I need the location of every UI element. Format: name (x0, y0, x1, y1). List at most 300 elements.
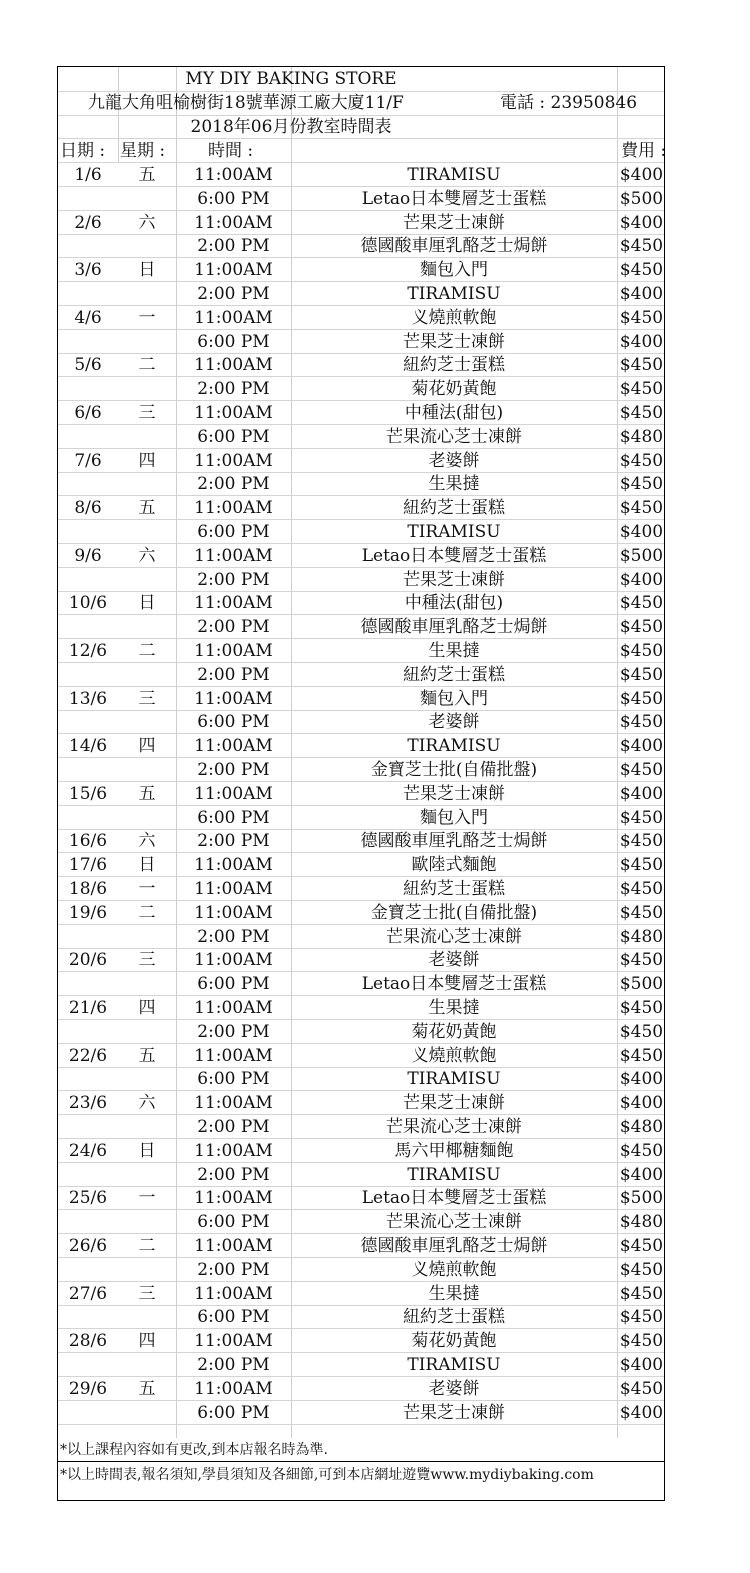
row-class-name: 德國酸車厘乳酪芝士焗餅 (360, 1236, 548, 1256)
row-date: 21/6 (68, 998, 108, 1018)
table-row (58, 830, 664, 854)
row-date: 27/6 (68, 1283, 108, 1304)
row-time: 2:00 PM (197, 1117, 270, 1137)
row-class-name: 义燒煎軟飽 (411, 1259, 497, 1280)
table-row (58, 426, 664, 450)
row-fee: $450 (619, 1331, 664, 1352)
row-divider (58, 995, 664, 996)
table-row (58, 497, 664, 521)
table-row (58, 640, 664, 664)
row-class-name: 麵包入門 (420, 688, 488, 709)
row-class-name: 菊花奶黃飽 (411, 379, 497, 400)
row-fee: $450 (619, 593, 664, 614)
row-class-name: 紐約芝士蛋糕 (403, 498, 505, 519)
row-class-name: 芒果芝士凍餅 (403, 1093, 505, 1114)
row-class-name: 菊花奶黃飽 (411, 1331, 497, 1352)
row-fee: $450 (619, 1140, 664, 1161)
row-fee: $500 (619, 188, 664, 209)
row-divider (58, 329, 664, 330)
row-weekday: 四 (138, 736, 156, 757)
row-fee: $450 (619, 760, 664, 780)
row-time: 11:00AM (194, 498, 273, 519)
note-website: *以上時間表,報名須知,學員須知及各細節,可到本店網址遊覽www.mydiybaking.com (60, 1467, 594, 1483)
row-time: 2:00 PM (197, 236, 270, 257)
row-date: 20/6 (68, 950, 108, 971)
row-weekday: 二 (138, 355, 156, 376)
table-row (58, 1187, 664, 1211)
row-divider (58, 614, 664, 615)
row-divider (58, 567, 664, 568)
row-fee: $400 (619, 284, 664, 304)
row-weekday: 日 (138, 855, 156, 876)
row-fee: $400 (619, 1164, 664, 1185)
row-fee: $480 (619, 926, 664, 947)
row-weekday: 日 (138, 593, 156, 614)
table-row (58, 1045, 664, 1069)
row-divider (58, 805, 664, 806)
row-date: 28/6 (68, 1331, 108, 1352)
table-row (58, 664, 664, 688)
row-divider (58, 1328, 664, 1329)
row-weekday: 五 (138, 1045, 156, 1066)
table-row (58, 1164, 664, 1188)
row-fee: $450 (619, 379, 664, 400)
row-weekday: 六 (138, 1093, 156, 1114)
table-row (58, 331, 664, 355)
row-weekday: 四 (138, 450, 156, 471)
row-divider (58, 424, 664, 425)
table-row (58, 1259, 664, 1283)
row-class-name: 老婆餅 (428, 712, 480, 733)
row-fee: $450 (619, 474, 664, 495)
table-row (58, 354, 664, 378)
row-divider (58, 305, 664, 306)
row-class-name: Letao日本雙層芝士蛋糕 (361, 974, 547, 995)
row-time: 2:00 PM (197, 1355, 270, 1375)
table-row (58, 212, 664, 236)
row-time: 11:00AM (194, 593, 273, 614)
row-divider (58, 948, 664, 949)
column-header-fee: 費用 : (621, 141, 667, 161)
row-time: 2:00 PM (197, 760, 270, 780)
row-weekday: 三 (138, 1283, 156, 1304)
schedule-sheet (57, 66, 665, 1501)
row-time: 11:00AM (194, 902, 273, 923)
row-divider (58, 519, 664, 520)
row-weekday: 六 (138, 212, 156, 233)
row-date: 17/6 (68, 855, 108, 876)
row-divider (58, 162, 664, 163)
row-time: 11:00AM (194, 641, 273, 661)
row-time: 11:00AM (194, 450, 273, 471)
row-class-name: 金寶芝士批(自備批盤) (370, 902, 538, 923)
row-time: 11:00AM (194, 855, 273, 876)
row-divider (58, 638, 664, 639)
row-divider (58, 376, 664, 377)
row-divider (58, 281, 664, 282)
row-class-name: 芒果芝士凍餅 (403, 783, 505, 804)
row-divider (58, 757, 664, 758)
row-time: 2:00 PM (197, 664, 270, 685)
row-time: 2:00 PM (197, 474, 270, 495)
row-divider (58, 1114, 664, 1115)
row-fee: $450 (619, 879, 664, 899)
row-fee: $400 (619, 331, 664, 352)
row-time: 11:00AM (194, 1093, 273, 1114)
row-time: 2:00 PM (197, 1259, 270, 1280)
row-divider (58, 1043, 664, 1044)
row-time: 2:00 PM (197, 926, 270, 947)
row-time: 11:00AM (194, 1378, 273, 1399)
row-date: 6/6 (74, 403, 102, 423)
row-fee: $400 (619, 1093, 664, 1114)
row-class-name: TIRAMISU (407, 1069, 501, 1090)
row-time: 2:00 PM (197, 1164, 270, 1185)
row-date: 8/6 (74, 498, 102, 519)
row-time: 2:00 PM (197, 379, 270, 400)
table-row (58, 711, 664, 735)
row-fee: $450 (619, 260, 664, 281)
row-class-name: Letao日本雙層芝士蛋糕 (361, 545, 547, 566)
row-class-name: 芒果芝士凍餅 (403, 331, 505, 352)
store-phone: 電話 : 23950846 (500, 93, 638, 113)
row-divider (58, 472, 664, 473)
row-time: 6:00 PM (197, 426, 270, 447)
column-header-weekday: 星期 : (120, 141, 166, 161)
table-row (58, 569, 664, 593)
row-fee: $450 (619, 641, 664, 661)
row-class-name: 麵包入門 (420, 807, 488, 828)
row-time: 11:00AM (194, 688, 273, 709)
row-fee: $450 (619, 1045, 664, 1066)
row-time: 6:00 PM (197, 1307, 270, 1328)
row-divider (58, 1090, 664, 1091)
row-time: 2:00 PM (197, 569, 270, 590)
row-time: 6:00 PM (197, 1212, 270, 1233)
row-fee: $450 (619, 688, 664, 709)
row-divider (58, 662, 664, 663)
row-fee: $450 (619, 355, 664, 376)
row-time: 6:00 PM (197, 1069, 270, 1090)
row-class-name: 德國酸車厘乳酪芝士焗餅 (360, 831, 548, 852)
row-fee: $450 (619, 236, 664, 257)
row-divider (58, 234, 664, 235)
row-divider (58, 1162, 664, 1163)
row-class-name: TIRAMISU (407, 284, 501, 304)
row-fee: $400 (619, 1355, 664, 1375)
row-fee: $500 (619, 1188, 664, 1209)
row-divider (58, 1281, 664, 1282)
row-weekday: 五 (138, 1378, 156, 1399)
row-time: 6:00 PM (197, 522, 270, 542)
row-weekday: 日 (138, 260, 156, 281)
table-row (58, 878, 664, 902)
note-change-policy: *以上課程內容如有更改,到本店報名時為準. (60, 1442, 328, 1458)
row-divider (58, 1376, 664, 1377)
row-weekday: 二 (138, 1236, 156, 1256)
row-date: 7/6 (74, 450, 102, 471)
row-divider (58, 1352, 664, 1353)
row-fee: $400 (619, 783, 664, 804)
row-fee: $450 (619, 950, 664, 971)
row-date: 12/6 (68, 641, 108, 661)
row-date: 2/6 (74, 212, 102, 233)
row-time: 11:00AM (194, 1331, 273, 1352)
row-class-name: 紐約芝士蛋糕 (403, 879, 505, 899)
table-row (58, 1068, 664, 1092)
row-class-name: 中種法(甜包) (404, 403, 504, 423)
row-fee: $500 (619, 974, 664, 995)
row-date: 14/6 (68, 736, 108, 757)
table-row (58, 1306, 664, 1330)
row-divider (58, 900, 664, 901)
row-divider (58, 924, 664, 925)
table-row (58, 949, 664, 973)
row-class-name: 德國酸車厘乳酪芝士焗餅 (360, 617, 548, 638)
row-weekday: 六 (138, 831, 156, 852)
row-weekday: 四 (138, 1331, 156, 1352)
table-row (58, 759, 664, 783)
row-class-name: 生果撻 (428, 474, 480, 495)
row-fee: $400 (619, 522, 664, 542)
row-time: 2:00 PM (197, 1021, 270, 1042)
row-time: 11:00AM (194, 1188, 273, 1209)
row-time: 6:00 PM (197, 712, 270, 733)
row-divider (58, 400, 664, 401)
row-weekday: 五 (138, 165, 156, 185)
row-weekday: 五 (138, 783, 156, 804)
table-row (58, 735, 664, 759)
row-divider (58, 1138, 664, 1139)
row-date: 1/6 (74, 165, 102, 185)
row-time: 11:00AM (194, 879, 273, 899)
row-divider (58, 1233, 664, 1234)
row-fee: $450 (619, 1307, 664, 1328)
row-class-name: 麵包入門 (420, 260, 488, 281)
row-fee: $450 (619, 712, 664, 733)
table-row (58, 235, 664, 259)
row-class-name: 义燒煎軟飽 (411, 1045, 497, 1066)
row-time: 11:00AM (194, 950, 273, 971)
row-class-name: 紐約芝士蛋糕 (403, 355, 505, 376)
table-row (58, 307, 664, 331)
row-divider (58, 1067, 664, 1068)
row-weekday: 日 (138, 1140, 156, 1161)
row-fee: $450 (619, 403, 664, 423)
row-class-name: 芒果流心芝士凍餅 (386, 426, 522, 447)
store-address: 九龍大角咀榆樹街18號華源工廠大廈11/F (88, 93, 404, 113)
schedule-title: 2018年06月份教室時間表 (190, 117, 392, 137)
table-row (58, 378, 664, 402)
row-class-name: 老婆餅 (428, 950, 480, 971)
row-time: 6:00 PM (197, 1402, 270, 1423)
row-class-name: 紐約芝士蛋糕 (403, 1307, 505, 1328)
row-weekday: 五 (138, 498, 156, 519)
row-class-name: 生果撻 (428, 1283, 480, 1304)
row-time: 11:00AM (194, 260, 273, 281)
column-header-time: 時間 : (208, 141, 254, 161)
row-time: 2:00 PM (197, 284, 270, 304)
row-class-name: 芒果流心芝士凍餅 (386, 926, 522, 947)
row-date: 5/6 (74, 355, 102, 376)
row-fee: $450 (619, 664, 664, 685)
row-class-name: TIRAMISU (407, 1355, 501, 1375)
row-fee: $480 (619, 1212, 664, 1233)
store-name: MY DIY BAKING STORE (185, 69, 397, 89)
row-class-name: TIRAMISU (407, 522, 501, 542)
row-weekday: 三 (138, 403, 156, 423)
table-row (58, 473, 664, 497)
table-row (58, 164, 664, 188)
row-class-name: TIRAMISU (407, 736, 501, 757)
row-fee: $450 (619, 1378, 664, 1399)
row-divider (58, 1257, 664, 1258)
table-row (58, 1354, 664, 1378)
row-weekday: 四 (138, 998, 156, 1018)
table-row (58, 545, 664, 569)
row-fee: $450 (619, 498, 664, 519)
row-divider (58, 210, 664, 211)
table-row (58, 1378, 664, 1402)
table-row (58, 688, 664, 712)
row-fee: $450 (619, 1236, 664, 1256)
row-fee: $450 (619, 831, 664, 852)
row-divider (58, 1209, 664, 1210)
row-date: 24/6 (68, 1140, 108, 1161)
row-class-name: 芒果芝士凍餅 (403, 212, 505, 233)
row-weekday: 一 (138, 307, 156, 328)
row-date: 22/6 (68, 1045, 108, 1066)
row-date: 3/6 (74, 260, 102, 281)
row-divider (58, 1019, 664, 1020)
row-fee: $450 (619, 807, 664, 828)
row-divider (58, 591, 664, 592)
row-fee: $400 (619, 569, 664, 590)
row-class-name: 馬六甲椰糖麵飽 (394, 1140, 514, 1161)
row-date: 25/6 (68, 1188, 108, 1209)
row-date: 4/6 (74, 307, 102, 328)
row-fee: $450 (619, 1021, 664, 1042)
row-time: 11:00AM (194, 1045, 273, 1066)
row-weekday: 一 (138, 1188, 156, 1209)
row-fee: $450 (619, 1283, 664, 1304)
row-fee: $450 (619, 450, 664, 471)
row-date: 18/6 (68, 879, 108, 899)
row-time: 6:00 PM (197, 188, 270, 209)
row-class-name: 老婆餅 (428, 1378, 480, 1399)
row-fee: $450 (619, 1259, 664, 1280)
row-time: 2:00 PM (197, 617, 270, 638)
row-time: 2:00 PM (197, 831, 270, 852)
row-time: 11:00AM (194, 545, 273, 566)
row-class-name: Letao日本雙層芝士蛋糕 (361, 188, 547, 209)
column-header-date: 日期 : (60, 141, 106, 161)
table-row (58, 1211, 664, 1235)
row-weekday: 一 (138, 879, 156, 899)
row-time: 11:00AM (194, 998, 273, 1018)
row-time: 11:00AM (194, 1283, 273, 1304)
table-row (58, 521, 664, 545)
table-row (58, 1235, 664, 1259)
row-time: 11:00AM (194, 307, 273, 328)
row-time: 11:00AM (194, 212, 273, 233)
row-fee: $450 (619, 307, 664, 328)
row-divider (58, 257, 664, 258)
row-divider (58, 448, 664, 449)
table-row (58, 997, 664, 1021)
row-class-name: 芒果芝士凍餅 (403, 569, 505, 590)
row-divider (58, 710, 664, 711)
row-fee: $480 (619, 426, 664, 447)
row-class-name: 德國酸車厘乳酪芝士焗餅 (360, 236, 548, 257)
row-time: 11:00AM (194, 1236, 273, 1256)
row-date: 13/6 (68, 688, 108, 709)
row-divider (58, 686, 664, 687)
row-class-name: 中種法(甜包) (404, 593, 504, 614)
row-divider (58, 971, 664, 972)
row-divider (58, 781, 664, 782)
row-fee: $400 (619, 1069, 664, 1090)
row-fee: $450 (619, 902, 664, 923)
row-class-name: TIRAMISU (407, 165, 501, 185)
row-class-name: 紐約芝士蛋糕 (403, 664, 505, 685)
row-time: 11:00AM (194, 355, 273, 376)
row-fee: $450 (619, 617, 664, 638)
table-row (58, 592, 664, 616)
row-fee: $400 (619, 165, 664, 185)
row-class-name: 金寶芝士批(自備批盤) (370, 760, 538, 780)
row-time: 11:00AM (194, 783, 273, 804)
table-row (58, 1116, 664, 1140)
row-date: 26/6 (68, 1236, 108, 1256)
table-row (58, 616, 664, 640)
row-class-name: 老婆餅 (428, 450, 480, 471)
row-divider (58, 1400, 664, 1401)
row-class-name: 歐陸式麵飽 (411, 855, 497, 876)
row-date: 23/6 (68, 1093, 108, 1114)
row-weekday: 三 (138, 688, 156, 709)
table-row (58, 1330, 664, 1354)
row-divider (58, 138, 664, 139)
row-divider (58, 186, 664, 187)
row-fee: $400 (619, 212, 664, 233)
row-weekday: 二 (138, 902, 156, 923)
row-divider (58, 1305, 664, 1306)
table-row (58, 1021, 664, 1045)
row-fee: $480 (619, 1117, 664, 1137)
row-weekday: 六 (138, 545, 156, 566)
table-row (58, 1283, 664, 1307)
row-time: 11:00AM (194, 1140, 273, 1161)
row-fee: $450 (619, 998, 664, 1018)
row-time: 6:00 PM (197, 974, 270, 995)
row-divider (58, 733, 664, 734)
table-row (58, 259, 664, 283)
row-fee: $450 (619, 855, 664, 876)
table-row (58, 926, 664, 950)
row-divider (58, 91, 664, 92)
table-row (58, 283, 664, 307)
row-divider (58, 1186, 664, 1187)
table-row (58, 973, 664, 997)
row-date: 29/6 (68, 1378, 108, 1399)
row-time: 6:00 PM (197, 331, 270, 352)
table-row (58, 1402, 664, 1426)
table-row (58, 188, 664, 212)
row-time: 11:00AM (194, 403, 273, 423)
row-class-name: Letao日本雙層芝士蛋糕 (361, 1188, 547, 1209)
table-row (58, 854, 664, 878)
